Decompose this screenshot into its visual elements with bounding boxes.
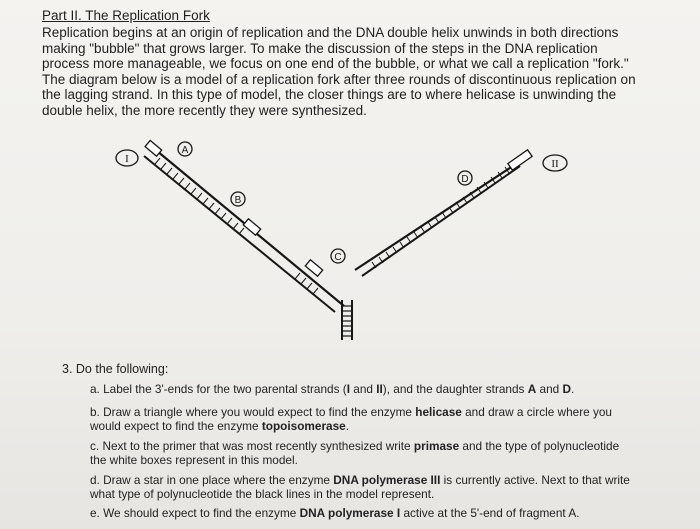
parental-strand-II bbox=[355, 156, 528, 270]
replication-fork-diagram bbox=[0, 135, 700, 357]
left-arm-base-pairs bbox=[155, 158, 318, 294]
primer-box-B bbox=[243, 219, 260, 235]
question-item-e: e. We should expect to find the enzyme DNA polymerase I active at the 5'-end of fragment A. bbox=[90, 506, 580, 520]
section-title: Part II. The Replication Fork bbox=[42, 8, 210, 23]
label-strand-II-text: II bbox=[551, 158, 559, 170]
intro-paragraph: Replication begins at an origin of replication and the DNA double helix unwinds in both directions making "bubble" that grows larger. To make the discussion of the steps in the DNA replication process more manageable, we focus on one end of the bubble, or what we call a replication "fork." The diagram below is a model of a replication fork after three rounds of discontinuous replication on the lagging strand. In this type of model, the closer things are to where helicase is unwinding the double helix, the more recently they were synthesized. bbox=[42, 25, 636, 118]
primer-box-A bbox=[145, 140, 162, 156]
question-intro: 3. Do the following: bbox=[62, 362, 169, 376]
primer-box-C bbox=[305, 260, 322, 276]
question-item-c: c. Next to the primer that was most recently synthesized write primase and the type of polynucleotide the white boxes represent in this model. bbox=[90, 439, 620, 467]
label-D-text: D bbox=[461, 174, 469, 185]
label-B-text: B bbox=[234, 195, 242, 206]
leading-daughter-strand-D bbox=[362, 166, 520, 276]
unreplicated-helix bbox=[342, 300, 352, 340]
question-item-d: d. Draw a star in one place where the enzyme DNA polymerase III is currently active. Next to that write what type of polynucleotide the black lines in the model represent. bbox=[90, 473, 630, 501]
label-A-text: A bbox=[181, 145, 189, 156]
label-strand-I-text: I bbox=[125, 153, 129, 165]
question-item-a: a. Label the 3'-ends for the two parental strands (I and II), and the daughter strands A and D. bbox=[90, 382, 575, 396]
question-item-b: b. Draw a triangle where you would expect to find the enzyme helicase and draw a circle where you would expect to find the enzyme topoisomerase. bbox=[90, 405, 612, 433]
label-C-text: C bbox=[334, 252, 342, 263]
